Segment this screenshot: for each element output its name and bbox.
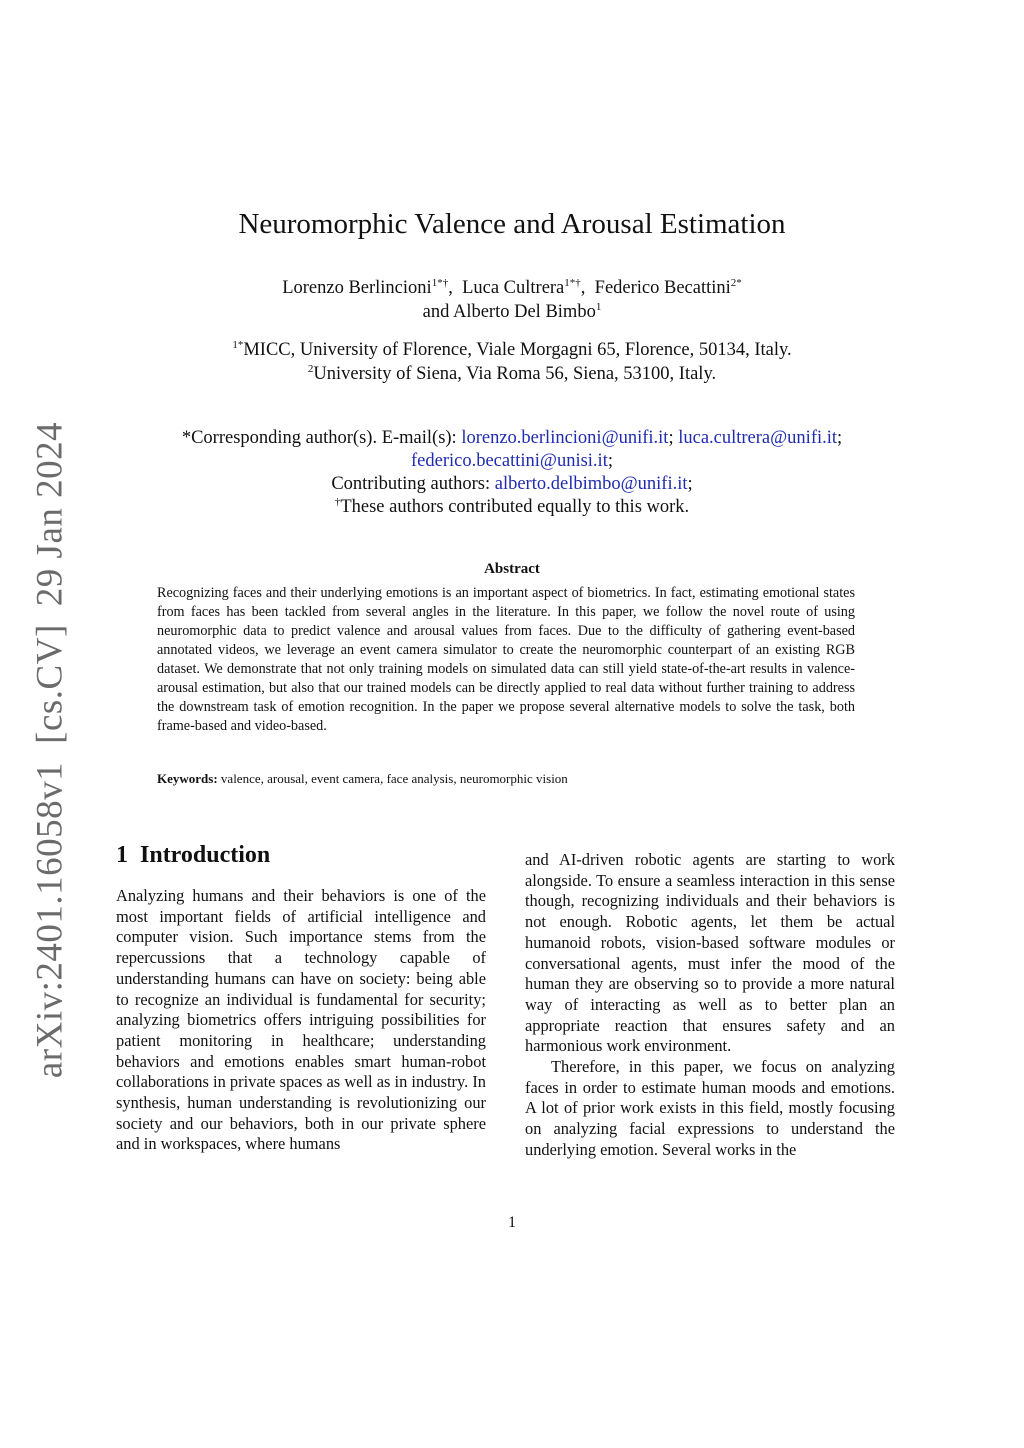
arxiv-date: 29 Jan 2024 [29,421,71,607]
paper-title: Neuromorphic Valence and Arousal Estimation [238,208,786,240]
body-column-right [525,850,895,1161]
author-affiliation-mark: 1*† [431,277,449,289]
contributing-prefix: Contributing authors: [331,474,491,494]
paragraph: Therefore, in this paper, we focus on analyzing faces in order to estimate human moods and emotions. A lot of prior work exists in this field, mostly focusing on analyzing facial expressions to understand the underlying emotion. Several works in the [525,1057,895,1159]
author-name: Lorenzo Berlincioni [282,278,432,298]
contributing-line: Contributing authors: alberto.delbimbo@unifi.it; [331,474,693,494]
author-name: Federico Becattini [594,278,731,298]
paragraph: and AI-driven robotic agents are starting to work alongside. To ensure a seamless interaction in this sense though, recognizing individuals and their behaviors is not enough. Robotic agents, let them be actual humanoid robots, vision-based software modules or conversational agents, must infer the mood of the human they are observing so to provide a more natural way of interacting as well as to better plan an appropriate reaction that ensures safety and an harmonious work environment. [525,850,895,1056]
page-number: 1 [508,1214,516,1231]
email-link[interactable]: alberto.delbimbo@unifi.it [494,474,688,494]
paragraph: Analyzing humans and their behaviors is one of the most important fields of artificial intelligence and computer vision. Such importance stems from the repercussions that a technology capable of understanding humans can have on society: being able to recognize an individual is fundamental for security; analyzing biometrics offers intriguing possibilities for patient monitoring in healthcare; understanding behaviors and emotions enables smart human-robot collaborations in private spaces as well as in industry. In synthesis, human understanding is revolutionizing our society and our behaviors, both in our private sphere and in workspaces, where humans [116,886,486,1154]
corresponding-line-2: federico.becattini@unisi.it; [411,451,613,471]
section-heading [116,842,270,869]
abstract-heading: Abstract [484,561,540,577]
affiliation-text: University of Siena, Via Roma 56, Siena, 53100, Italy. [313,364,717,384]
arxiv-id: arXiv:2401.16058v1 [29,761,71,1079]
dagger-mark: † [334,496,341,508]
corresponding-prefix: *Corresponding author(s). E-mail(s): [181,428,457,448]
keywords-label: Keywords: [157,771,218,786]
arxiv-category: [cs.CV] [29,624,71,744]
keywords [157,771,568,787]
equal-contribution-text: These authors contributed equally to this work. [340,497,690,517]
arxiv-stamp [29,422,72,1078]
section-title: Introduction [140,842,271,868]
email-link[interactable]: lorenzo.berlincioni@unifi.it [461,428,669,448]
affiliation-mark: 1* [232,339,244,351]
author-affiliation-mark: 2* [730,277,742,289]
email-link[interactable]: federico.becattini@unisi.it [411,451,608,471]
affiliation-1 [0,340,1024,361]
abstract-text: Recognizing faces and their underlying emotions is an important aspect of biometrics. In fact, estimating emotional states from faces has been tackled from several angles in the literature. In this paper, we follow the novel route of using neuromorphic data to predict valence and arousal values from faces. Due to the difficulty of gathering event-based annotated videos, we leverage an event camera simulator to create the neuromorphic counterpart of an existing RGB dataset. We demonstrate that not only training models on simulated data can still yield state-of-the-art results in valence-arousal estimation, but also that our trained models can be directly applied to real data without further training to address the downstream task of emotion recognition. In the paper we propose several alternative models to solve the task, both frame-based and video-based. [157,585,855,734]
corresponding-line-1: *Corresponding author(s). E-mail(s): lorenzo.berlincioni@unifi.it; luca.cultrera@unifi.it; [181,428,843,448]
section-number: 1 [116,842,128,868]
equal-contribution-note [0,497,1024,518]
affiliation-2 [0,364,1024,385]
author-affiliation-mark: 1*† [564,277,581,289]
author-line-2 [0,302,1024,323]
affiliation-text: MICC, University of Florence, Viale Morgagni 65, Florence, 50134, Italy. [243,340,792,360]
author-line-1: Lorenzo Berlincioni$^{1*\dagger}$, Luca Cultrera$^{1*\dagger}$, Federico Becattini$^{2*}$ [282,277,742,298]
author-name: Luca Cultrera [462,278,565,298]
author-affiliation-mark: 1 [595,301,602,313]
affiliation-mark: 2 [307,363,314,375]
keywords-text: valence, arousal, event camera, face analysis, neuromorphic vision [220,771,568,786]
author-name: and Alberto Del Bimbo [422,302,596,322]
email-link[interactable]: luca.cultrera@unifi.it [678,428,838,448]
body-column-left [116,886,486,1155]
